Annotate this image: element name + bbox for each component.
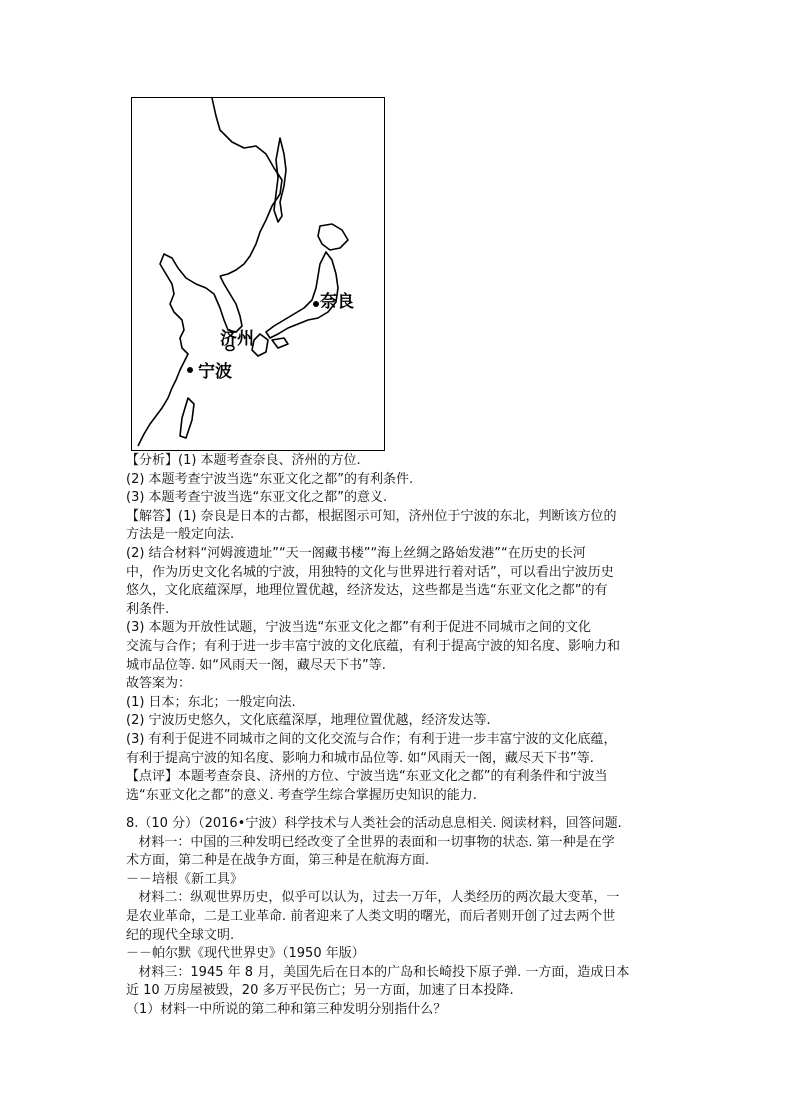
comment-line: 【点评】本题考查奈良、济州的方位、宁波当选“东亚文化之都”的有利条件和宁波当 [126, 769, 608, 785]
analysis-line: 【分析】(1) 本题考查奈良、济州的方位. [126, 453, 361, 468]
answer-line: 方法是一般定向法. [126, 527, 235, 543]
answer-line: 利条件. [126, 601, 170, 617]
mainland-coast [212, 98, 282, 276]
question-line: 材料三：1945 年 8 月，美国先后在日本的广岛和长崎投下原子弹. 一方面，造成日本 [126, 964, 630, 980]
final-answer-line: (2) 宁波历史悠久，文化底蕴深厚，地理位置优越，经济发达等. [126, 713, 491, 729]
final-answer-line: 故答案为： [126, 676, 192, 692]
answer-line: 悠久，文化底蕴深厚，地理位置优越，经济发达，这些都是当选“东亚文化之都”的有 [126, 583, 608, 599]
final-answer-line: (3) 有利于促进不同城市之间的文化交流与合作；有利于进一步丰富宁波的文化底蕴， [126, 731, 617, 747]
analysis-line: (3) 本题考查宁波当选“东亚文化之都”的意义. [126, 490, 388, 506]
nara-marker [313, 301, 319, 307]
ningbo-label: 宁波 [198, 362, 232, 382]
question-8-section [126, 815, 666, 1020]
answer-line: 中，作为历史文化名城的宁波，用独特的文化与世界进行着对话”，可以看出宁波历史 [126, 564, 614, 580]
sakhalin [274, 138, 286, 222]
kyushu [252, 334, 268, 356]
answer-line: 【解答】(1) 奈良是日本的古都，根据图示可知，济州位于宁波的东北，判断该方位的 [126, 508, 617, 524]
ningbo-marker [187, 367, 193, 373]
question-line: 材料一：中国的三种发明已经改变了全世界的表面和一切事物的状态. 第一种是在学 [126, 834, 615, 850]
analysis-section [126, 452, 666, 805]
analysis-line: (2) 本题考查宁波当选“东亚文化之都”的有利条件. [126, 471, 414, 487]
jeju-label: 济州 [220, 329, 254, 349]
shikoku [272, 338, 288, 348]
question-title: 8.（10 分）（2016•宁波）科学技术与人类社会的活动息息相关. 阅读材料，回答问题. [126, 816, 622, 831]
answer-line: 交流与合作；有利于进一步丰富宁波的文化底蕴，有利于提高宁波的知名度、影响力和 [126, 638, 621, 654]
answer-line: (3) 本题为开放性试题，宁波当选“东亚文化之都”有利于促进不同城市之间的文化 [126, 620, 592, 636]
nara-label: 奈良 [320, 292, 354, 312]
answer-line: (2) 结合材料“河姆渡遗址”“天一阁藏书楼”“海上丝绸之路始发港”“在历史的长河 [126, 545, 586, 561]
question-line: 近 10 万房屋被毁，20 多万平民伤亡；另一方面，加速了日本投降. [126, 983, 514, 999]
question-line: －－帕尔默《现代世界史》（1950 年版） [126, 946, 365, 962]
question-line: 纪的现代全球文明. [126, 927, 235, 943]
question-line: 是农业革命，二是工业革命. 前者迎来了人类文明的曙光，而后者则开创了过去两个世 [126, 908, 616, 924]
final-answer-line: (1) 日本；东北；一般定向法. [126, 694, 296, 710]
question-line: 术方面，第二种是在战争方面，第三种是在航海方面. [126, 853, 430, 869]
answer-line: 城市品位等. 如“风雨天一阁，藏尽天下书”等. [126, 657, 386, 673]
hokkaido [318, 224, 348, 250]
question-line: －－培根《新工具》 [126, 871, 244, 887]
comment-line: 选“东亚文化之都”的意义. 考查学生综合掌握历史知识的能力. [126, 787, 477, 803]
final-answer-line: 有利于提高宁波的知名度、影响力和城市品位等. 如“风雨天一阁，藏尽天下书”等. [126, 750, 594, 766]
map-outline [132, 98, 384, 450]
east-asia-map [131, 97, 385, 451]
taiwan [180, 398, 194, 438]
question-line: （1）材料一中所说的第二种和第三种发明分别指什么？ [126, 1001, 447, 1017]
question-line: 材料二：纵观世界历史，似乎可以认为，过去一万年，人类经历的两次最大变革，一 [126, 890, 620, 906]
